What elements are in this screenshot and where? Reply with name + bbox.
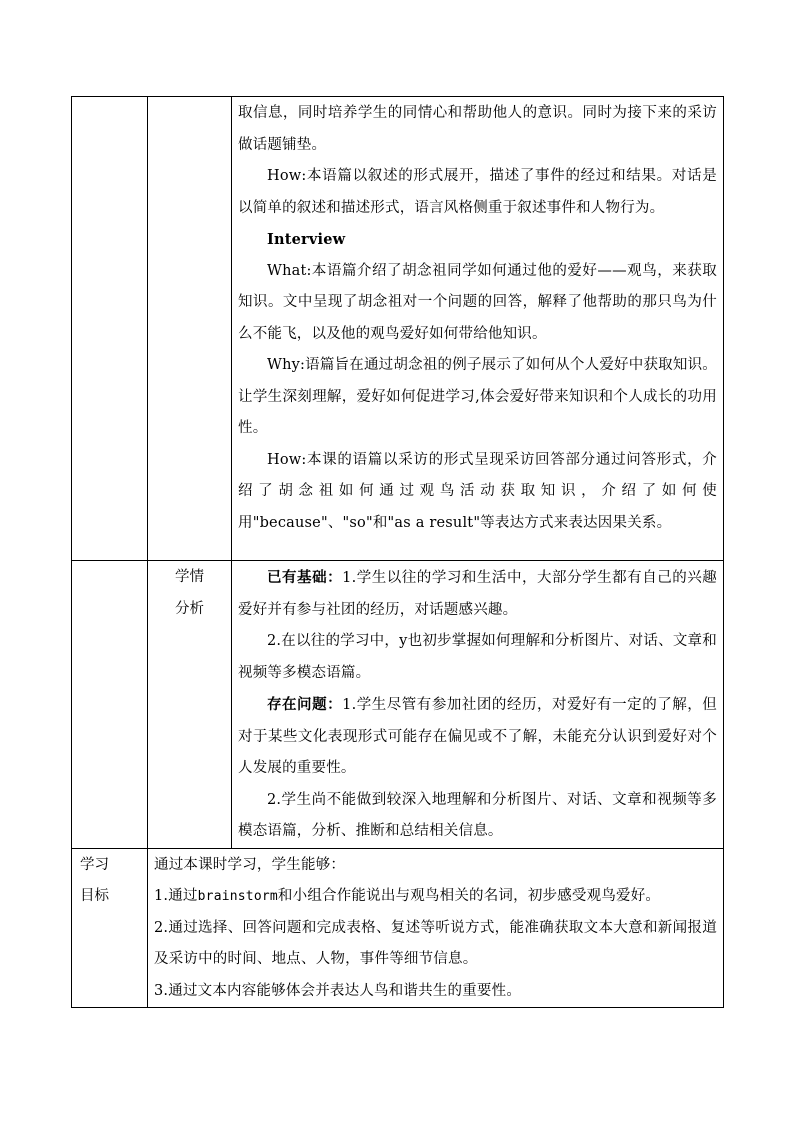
interview-heading: Interview <box>267 231 346 248</box>
text-analysis-row <box>72 97 724 561</box>
goal-text: 1.通过 <box>154 888 198 904</box>
empty-cell <box>148 97 232 561</box>
empty-cell <box>72 97 148 561</box>
paragraph <box>232 689 723 785</box>
text-analysis-content <box>232 97 724 561</box>
learning-goals-label <box>72 848 148 1008</box>
label-text: 目标 <box>80 888 109 904</box>
basis-text: 1.学生以往的学习和生活中，大部分学生都有自己的兴趣爱好并有参与社团的经历，对话题感兴趣。 <box>238 570 717 618</box>
paragraph: 2.在以往的学习中，y也初步掌握如何理解和分析图片、对话、文章和视频等多模态语篇。 <box>238 633 717 681</box>
problem-label: 存在问题： <box>267 696 343 713</box>
goal-text: 和小组合作能说出与观鸟相关的名词，初步感受观鸟爱好。 <box>277 888 661 904</box>
learning-goals-row <box>72 848 724 1008</box>
paragraph: Why:语篇旨在通过胡念祖的例子展示了如何从个人爱好中获取知识。让学生深刻理解，爱好如何促进学习,体会爱好带来知识和个人成长的功用性。 <box>238 357 717 436</box>
student-analysis-label <box>148 561 232 849</box>
paragraph: What:本语篇介绍了胡念祖同学如何通过他的爱好——观鸟，来获取知识。文中呈现了胡念祖对一个问题的回答，解释了他帮助的那只鸟为什么不能飞，以及他的观鸟爱好如何带给他知识。 <box>238 262 717 342</box>
goal-item: 3.通过文本内容能够体会并表达人鸟和谐共生的重要性。 <box>154 982 522 999</box>
empty-cell <box>72 561 148 849</box>
label-text: 学习 <box>80 856 109 873</box>
goals-intro: 通过本课时学习，学生能够： <box>154 856 346 873</box>
student-analysis-row <box>72 561 724 849</box>
lesson-plan-table <box>71 96 724 1008</box>
problem-text: 1.学生尽管有参加社团的经历，对爱好有一定的了解，但对于某些文化表现形式可能存在偏见或不了解，未能充分认识到爱好对个人发展的重要性。 <box>238 697 717 776</box>
goal-item: 2.通过选择、回答问题和完成表格、复述等听说方式，能准确获取文本大意和新闻报道及采访中的时间、地点、人物，事件等细节信息。 <box>154 919 717 967</box>
goal-item <box>148 881 723 913</box>
label-text: 学情 <box>175 569 204 585</box>
student-analysis-content <box>232 561 724 849</box>
paragraph: How:本语篇以叙述的形式展开，描述了事件的经过和结果。对话是以简单的叙述和描述形式，语言风格侧重于叙述事件和人物行为。 <box>238 168 717 216</box>
paragraph: 2.学生尚不能做到较深入地理解和分析图片、对话、文章和视频等多模态语篇，分析、推断和总结相关信息。 <box>238 791 717 839</box>
basis-label: 已有基础： <box>267 569 343 586</box>
paragraph: How:本课的语篇以采访的形式呈现采访回答部分通过问答形式，介绍了胡念祖如何通过观鸟活动获取知识，介绍了如何使用"because"、"so"和"as a result"等表达方式来表达因果关系。 <box>238 451 717 531</box>
learning-goals-content <box>148 848 724 1008</box>
label-text: 分析 <box>175 600 204 617</box>
goal-keyword: brainstorm <box>197 889 278 904</box>
paragraph: 取信息，同时培养学生的同情心和帮助他人的意识。同时为接下来的采访做话题铺垫。 <box>238 105 717 153</box>
paragraph <box>232 561 723 626</box>
